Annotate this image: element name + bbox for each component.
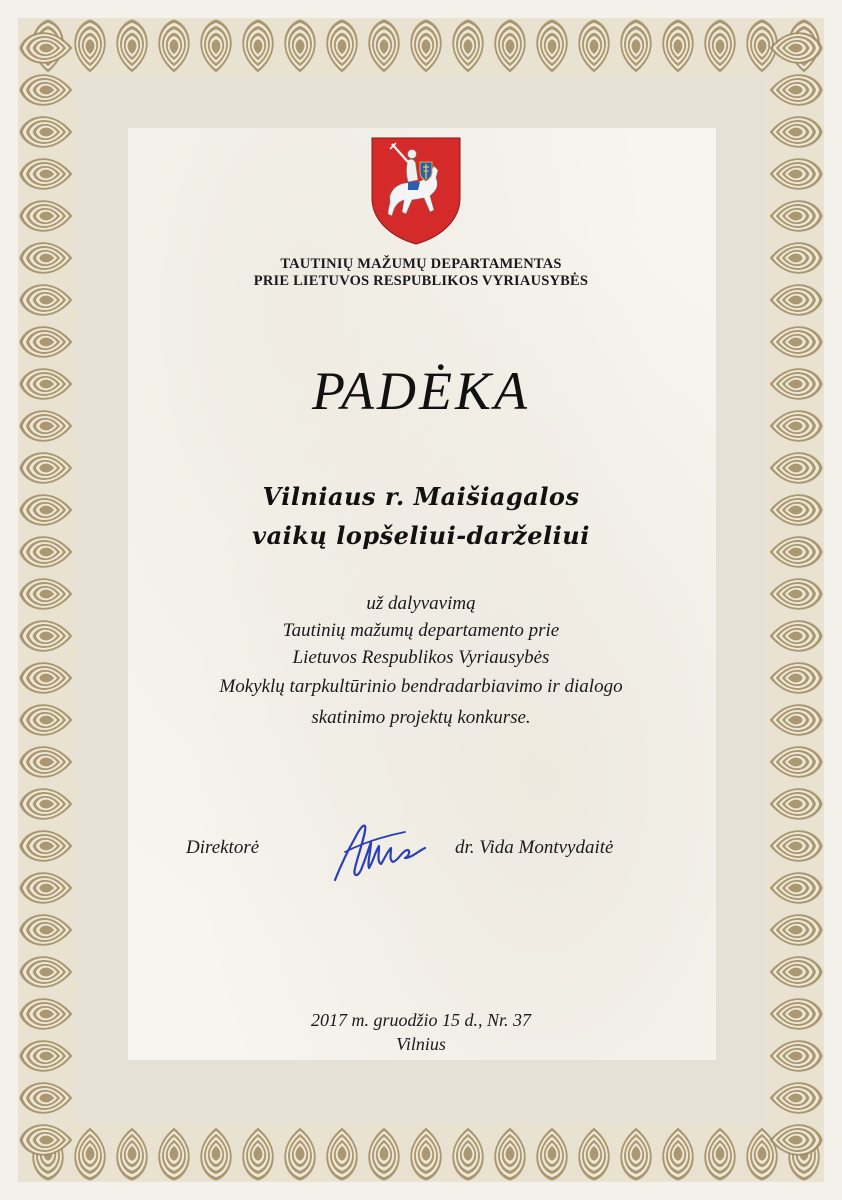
issue-date: 2017 m. gruodžio 15 d., Nr. 37: [310, 1010, 532, 1030]
handwritten-signature: [325, 812, 445, 887]
body-line-4: Mokyklų tarpkultūrinio bendradarbiavimo ir dialogo: [219, 676, 623, 697]
department-name-line-2: PRIE LIETUVOS RESPUBLIKOS VYRIAUSYBĖS: [253, 273, 589, 289]
issue-place: Vilnius: [396, 1034, 446, 1054]
certificate-title: PADĖKA: [312, 361, 530, 421]
signatory-name: dr. Vida Montvydaitė: [455, 837, 614, 858]
department-name-line-1: TAUTINIŲ MAŽUMŲ DEPARTAMENTAS: [280, 256, 562, 272]
signatory-role: Direktorė: [186, 837, 260, 858]
body-line-3: Lietuvos Respublikos Vyriausybės: [292, 647, 550, 668]
body-line-1: už dalyvavimą: [366, 593, 476, 614]
vytis-coat-of-arms-icon: [368, 136, 464, 246]
recipient-line-2: vaikų lopšeliui-darželiui: [252, 521, 590, 550]
body-line-2: Tautinių mažumų departamento prie: [282, 620, 560, 641]
body-line-5: skatinimo projektų konkurse.: [311, 707, 531, 728]
recipient-line-1: Vilniaus r. Maišiagalos: [262, 482, 580, 511]
